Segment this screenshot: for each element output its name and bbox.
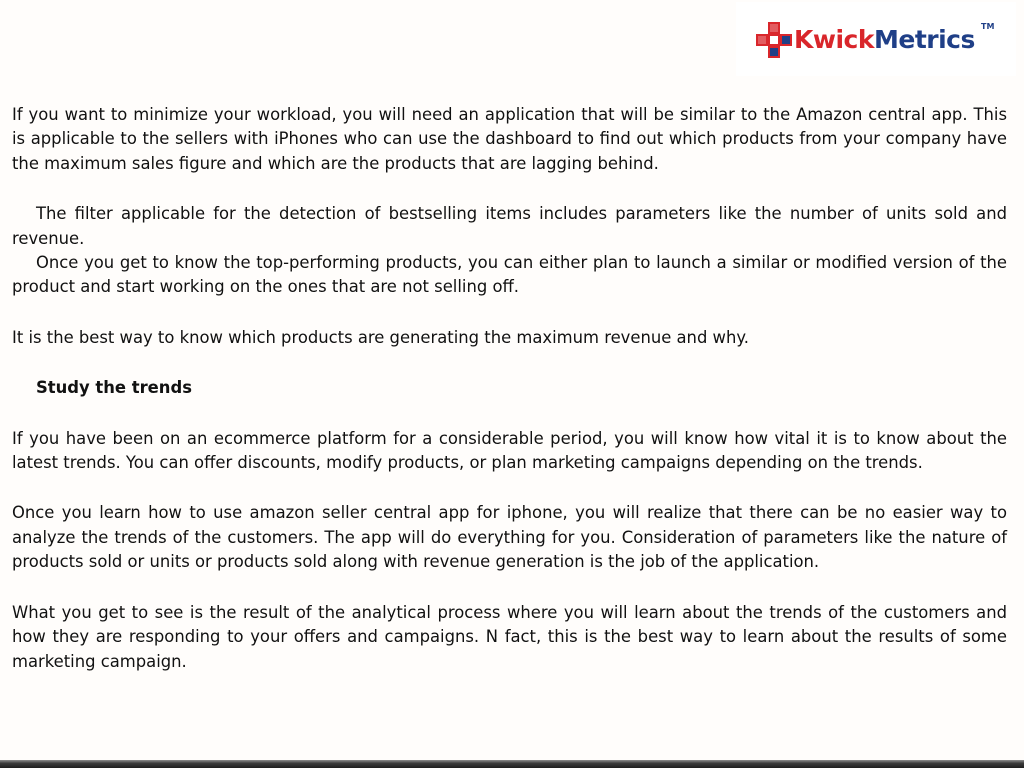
article-body (12, 103, 1007, 674)
paragraph-top-products: Once you get to know the top-performing products, you can either plan to launch a similar or modified version of the product and start working on the ones that are not selling off. (12, 253, 1007, 297)
section-heading-trends: Study the trends (36, 378, 192, 398)
paragraph-analytics-result: What you get to see is the result of the analytical process where you will learn about the trends of the customers and how they are responding to your offers and campaigns. N fact, this is the best way to learn about the results of some marketing campaign. (12, 602, 1007, 671)
logo-wordmark (794, 24, 975, 56)
kwickmetrics-logo[interactable] (736, 2, 1016, 76)
bottom-divider (0, 760, 1024, 768)
logo-word-kwick: Kwick (794, 25, 874, 54)
paragraph-best-way: It is the best way to know which products are generating the maximum revenue and why. (12, 327, 749, 347)
logo-word-metrics: Metrics (873, 25, 975, 54)
trademark-symbol: TM (981, 22, 995, 31)
puzzle-cross-icon (756, 22, 792, 58)
paragraph-intro: If you want to minimize your workload, you will need an application that will be similar to the Amazon central app. This is applicable to the sellers with iPhones who can use the dashboard to find out which products from your company have the maximum sales figure and which are the products that are lagging behind. (12, 105, 1007, 173)
paragraph-ecommerce: If you have been on an ecommerce platform for a considerable period, you will know how vital it is to know about the latest trends. You can offer discounts, modify products, or plan marketing campaigns depending on the trends. (12, 428, 1007, 473)
paragraph-seller-app: Once you learn how to use amazon seller central app for iphone, you will realize that there can be no easier way to analyze the trends of the customers. The app will do everything for you. Consideration of parameters like the nature of products sold or units or products sold along with revenue generation is the job of the application. (12, 503, 1007, 572)
paragraph-filter: The filter applicable for the detection of bestselling items includes parameters like the number of units sold and revenue. (12, 204, 1007, 248)
